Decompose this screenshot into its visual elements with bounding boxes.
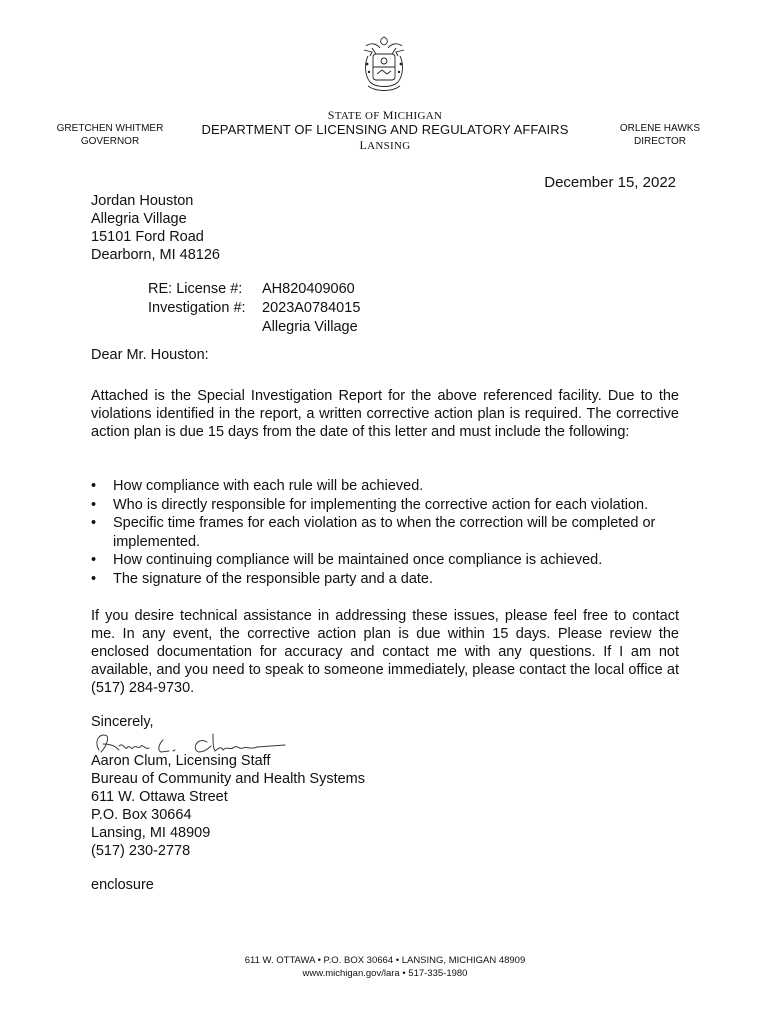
license-row (148, 280, 360, 299)
director-name: ORLENE HAWKS (619, 123, 701, 134)
sender-po-box: P.O. Box 30664 (91, 807, 192, 823)
paragraph-intro: Attached is the Special Investigation Report for the above referenced facility. Due to the violations identified in the report, a written corrective action plan is required. The corrective action plan is due 15 days from the date of this letter and must include the following: (91, 388, 679, 440)
license-value: AH820409060 (262, 281, 355, 297)
letter-date: December 15, 2022 (544, 174, 676, 191)
paragraph-assistance: If you desire technical assistance in addressing these issues, please feel free to contact me. In any event, the corrective action plan is due within 15 days. Please review the enclosed documentation for accuracy and contact me with any questions. If I am not available, and you need to speak to someone immediately, please contact the local office at (517) 284-9730. (91, 608, 679, 696)
governor-name: GRETCHEN WHITMER (56, 123, 164, 134)
list-item: • Who is directly responsible for implementing the corrective action for each violation. (91, 496, 649, 513)
sender-city: Lansing, MI 48909 (91, 825, 211, 841)
recipient-city: Dearborn, MI 48126 (91, 247, 220, 263)
facility-row (148, 318, 360, 337)
recipient-name: Jordan Houston (91, 193, 194, 209)
sender-phone: (517) 230-2778 (91, 843, 191, 859)
list-item: • How continuing compliance will be maintained once compliance is achieved. (91, 552, 603, 568)
closing: Sincerely, (91, 714, 154, 730)
governor-title: GOVERNOR (80, 136, 140, 147)
list-item: • How compliance with each rule will be achieved. (91, 478, 424, 494)
bullet-icon: • (91, 478, 97, 494)
footer-address: 611 W. OTTAWA • P.O. BOX 30664 • LANSING, MICHIGAN 48909 (244, 955, 526, 966)
license-label: RE: License #: (148, 281, 243, 297)
department-heading: DEPARTMENT OF LICENSING AND REGULATORY AFFAIRS (201, 122, 569, 137)
city-heading: LANSING (359, 138, 411, 152)
investigation-value: 2023A0784015 (262, 300, 361, 316)
facility-value: Allegria Village (262, 319, 358, 335)
recipient-facility: Allegria Village (91, 211, 187, 227)
investigation-label: Investigation #: (148, 300, 246, 316)
list-item: • The signature of the responsible party and a date. (91, 570, 434, 587)
bullet-icon: • (91, 496, 97, 513)
bullet-icon: • (91, 552, 97, 568)
footer-web-phone: www.michigan.gov/lara • 517-335-1980 (302, 968, 468, 979)
list-item: • Specific time frames for each violation as to when the correction will be completed or implemented. (91, 515, 656, 550)
sender-name: Aaron Clum, Licensing Staff (91, 753, 271, 769)
requirements-list (91, 477, 691, 588)
director-title: DIRECTOR (633, 136, 687, 147)
sender-street: 611 W. Ottawa Street (91, 789, 228, 805)
salutation: Dear Mr. Houston: (91, 347, 209, 363)
recipient-street: 15101 Ford Road (91, 229, 204, 245)
state-of-michigan-heading: STATE OF MICHIGAN (327, 108, 443, 122)
recipient-address (91, 192, 220, 264)
michigan-seal-icon (358, 34, 410, 96)
reference-block (148, 280, 360, 337)
bullet-icon: • (91, 570, 97, 587)
investigation-row (148, 299, 360, 318)
enclosure-note: enclosure (91, 877, 154, 893)
sender-bureau: Bureau of Community and Health Systems (91, 771, 366, 787)
bullet-icon: • (91, 515, 97, 531)
sender-block (91, 752, 365, 860)
